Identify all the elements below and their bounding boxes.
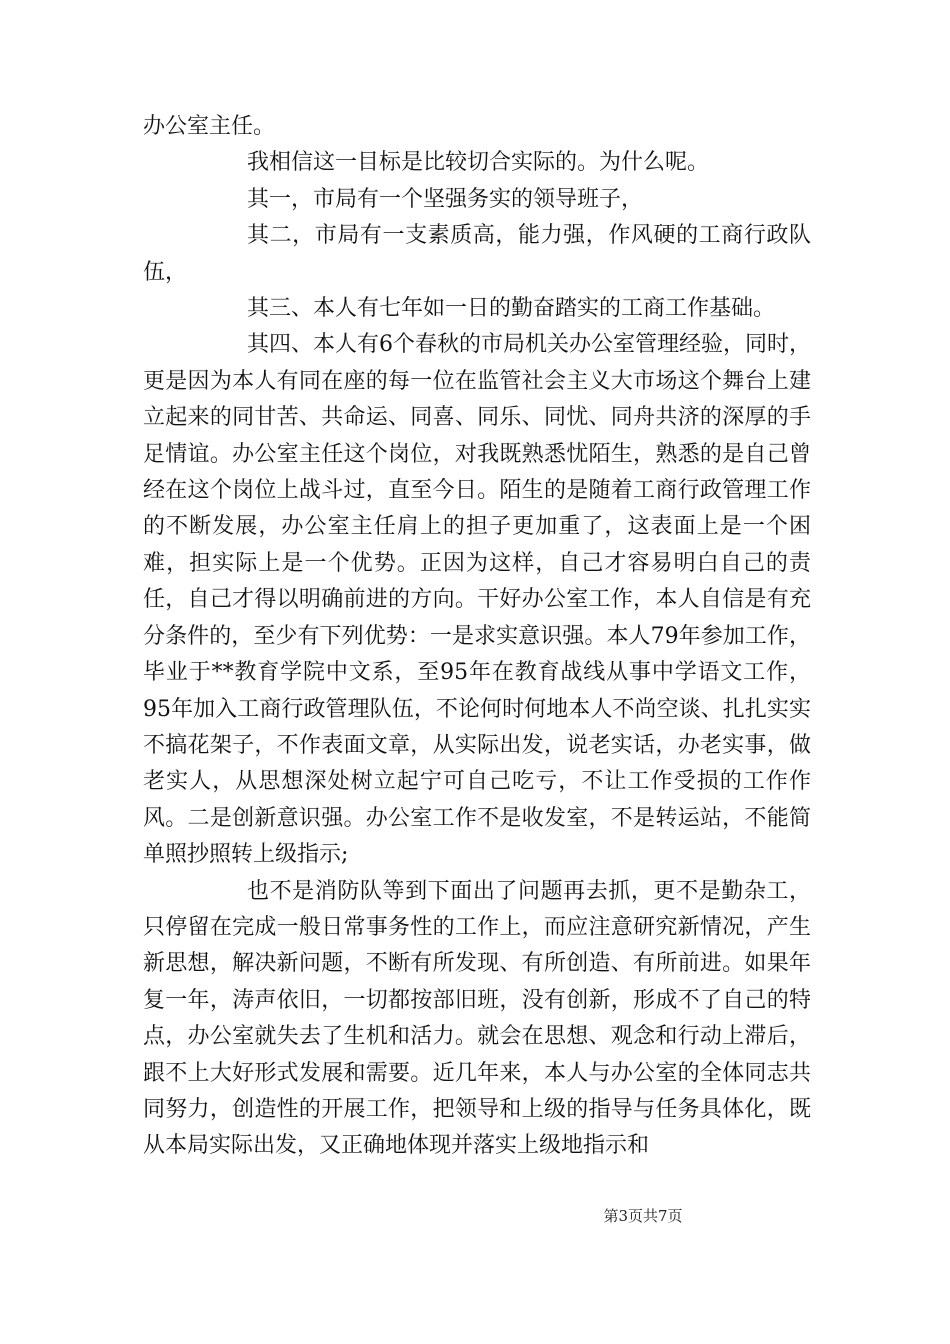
page-number <box>0 1205 950 1226</box>
paragraph-reason-three: 其三、本人有七年如一日的勤奋踏实的工商工作基础。 <box>247 296 776 322</box>
document-body <box>143 109 811 1165</box>
paragraph-reason-two: 其二，市局有一支素质高，能力强，作风硬的工商行政队伍， <box>143 223 811 285</box>
paragraph-target-statement: 我相信这一目标是比较切合实际的。为什么呢。 <box>247 150 710 176</box>
page-number-text: 第3页共7页 <box>603 1207 683 1225</box>
paragraph-continuation: 办公室主任。 <box>143 114 276 139</box>
paragraph-innovation: 也不是消防队等到下面出了问题再去抓，更不是勤杂工，只停留在完成一般日常事务性的工作上，而应注意研究新情况，产生新思想，解决新问题，不断有所发现、有所创造、有所前进。如果年复一年，涛声依旧，一切都按部旧班，没有创新，形成不了自己的特点，办公室就失去了生机和活力。就会在思想、观念和行动上滞后，跟不上大好形式发展和需要。近几年来，本人与办公室的全体同志共同努力，创造性的开展工作，把领导和上级的指导与任务具体化，既从本局实际出发，又正确地体现并落实上级地指示和 <box>143 878 811 1159</box>
paragraph-reason-one: 其一，市局有一个坚强务实的领导班子， <box>247 186 644 212</box>
paragraph-reason-four: 其四、本人有6个春秋的市局机关办公室管理经验，同时，更是因为本人有同在座的每一位在监管社会主义大市场这个舞台上建立起来的同甘苦、共命运、同喜、同乐、同忧、同舟共济的深厚的手足情谊。办公室主任这个岗位，对我既熟悉忧陌生，熟悉的是自己曾经在这个岗位上战斗过，直至今日。陌生的是随着工商行政管理工作的不断发展，办公室主任肩上的担子更加重了，这表面上是一个困难，担实际上是一个优势。正因为这样，自己才容易明白自己的责任，自己才得以明确前进的方向。干好办公室工作，本人自信是有充分条件的，至少有下列优势：一是求实意识强。本人79年参加工作，毕业于**教育学院中文系，至95年在教育战线从事中学语文工作，95年加入工商行政管理队伍，不论何时何地本人不尚空谈、扎扎实实不搞花架子，不作表面文章，从实际出发，说老实话，办老实事，做老实人，从思想深处树立起宁可自己吃亏，不让工作受损的工作作风。二是创新意识强。办公室工作不是收发室，不是转运站，不能简单照抄照转上级指示; <box>143 332 811 868</box>
